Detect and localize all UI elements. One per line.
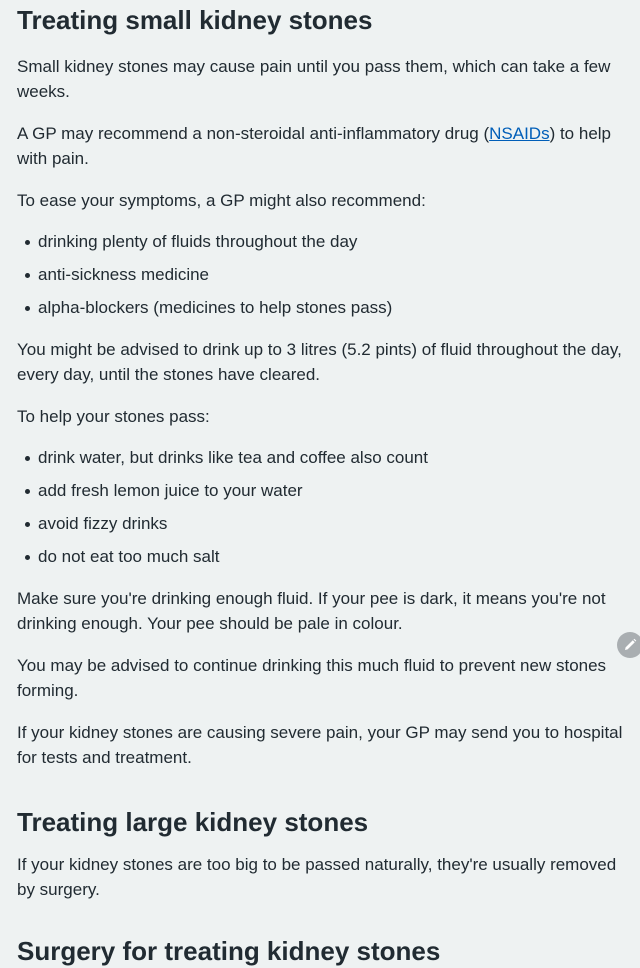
heading-treating-large-kidney-stones: Treating large kidney stones [17,807,369,837]
paragraph-small-stones-pain: Small kidney stones may cause pain until you pass them, which can take a few weeks. [17,57,611,101]
paragraph-drink-3-litres: You might be advised to drink up to 3 litres (5.2 pints) of fluid throughout the day, every day, until the stones have cleared. [17,340,622,384]
paragraph-nsaids [17,121,629,171]
paragraph-help-stones-pass: To help your stones pass: [17,407,210,426]
list-item: add fresh lemon juice to your water [17,478,629,503]
list-item: alpha-blockers (medicines to help stones pass) [17,295,629,320]
article-content [17,0,629,968]
stone-passing-tips-list [17,445,629,569]
edit-button[interactable] [617,632,640,658]
paragraph-nsaids-text-after: ) to help with pain. [17,124,612,168]
symptom-relief-list [17,229,629,320]
pencil-icon [622,637,638,653]
list-item: avoid fizzy drinks [17,511,629,536]
list-item: drinking plenty of fluids throughout the day [17,229,629,254]
paragraph-severe-pain-hospital: If your kidney stones are causing severe pain, your GP may send you to hospital for tests and treatment. [17,723,623,767]
heading-treating-small-kidney-stones: Treating small kidney stones [17,5,373,35]
paragraph-ease-symptoms: To ease your symptoms, a GP might also recommend: [17,191,426,210]
heading-surgery-for-treating-kidney-stones: Surgery for treating kidney stones [17,936,441,966]
nsaids-link[interactable]: NSAIDs [489,124,550,143]
list-item: anti-sickness medicine [17,262,629,287]
paragraph-large-stones-surgery: If your kidney stones are too big to be passed naturally, they're usually removed by surgery. [17,855,617,899]
paragraph-drinking-enough-fluid: Make sure you're drinking enough fluid. If your pee is dark, it means you're not drinking enough. Your pee should be pale in colour. [17,589,606,633]
paragraph-prevent-new-stones: You may be advised to continue drinking this much fluid to prevent new stones forming. [17,656,607,700]
list-item: do not eat too much salt [17,544,629,569]
list-item: drink water, but drinks like tea and coffee also count [17,445,629,470]
paragraph-nsaids-text-before: A GP may recommend a non-steroidal anti-inflammatory drug ( [17,124,490,143]
